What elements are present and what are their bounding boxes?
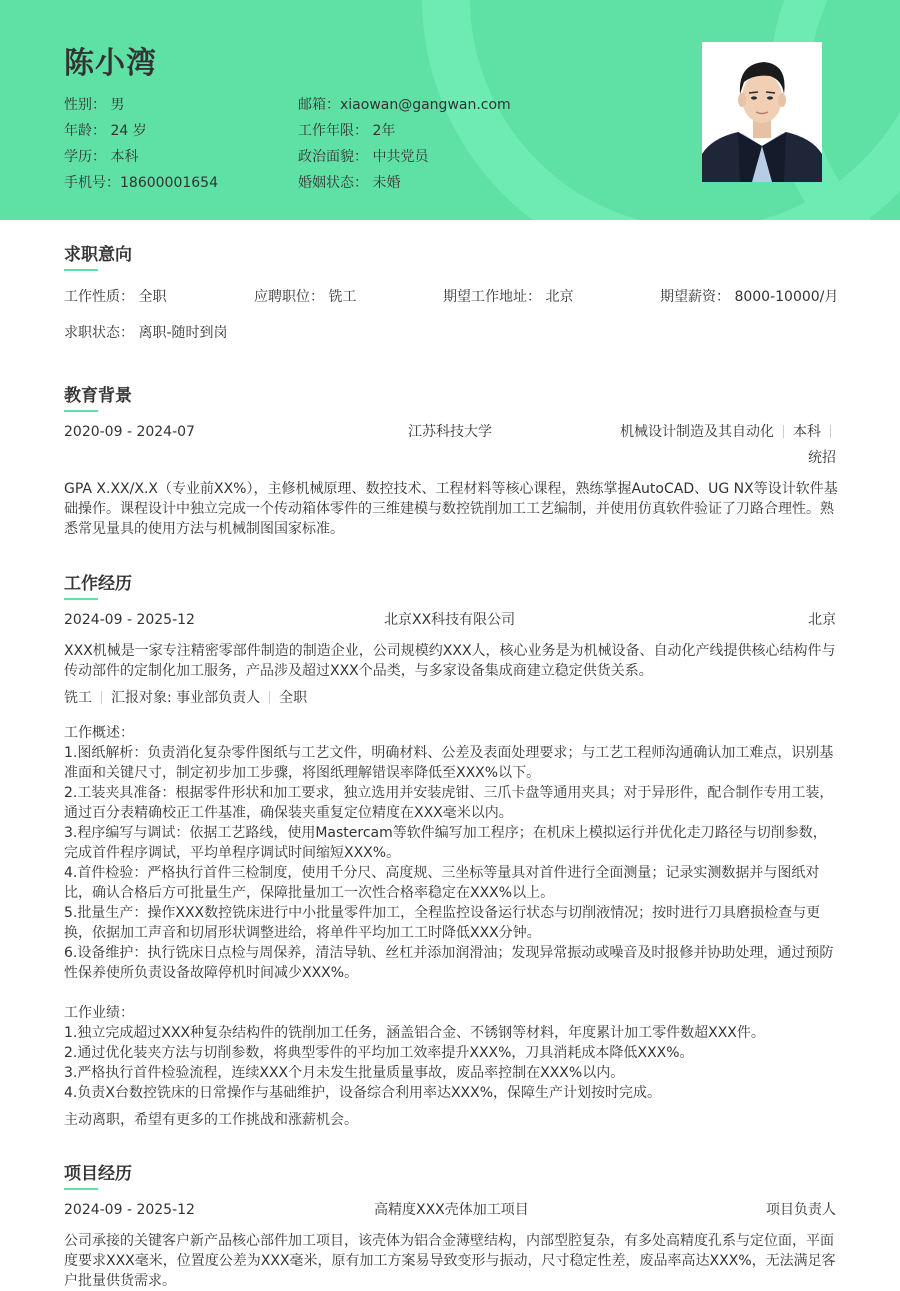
intention-section-title: 求职意向	[64, 245, 132, 265]
education-period: 2020-09 - 2024-07	[64, 424, 195, 440]
company-name: 北京XX科技有限公司	[384, 612, 516, 628]
separator	[830, 425, 831, 438]
duty-item: 2.工装夹具准备：根据零件形状和加工要求，独立选用并安装虎钳、三爪卡盘等通用夹具；对于异形件，配合制作专用工装，通过百分表精确校正工件基准，确保装夹重复定位精度在XXX毫米以内。	[64, 785, 834, 821]
education-description-text: GPA X.XX/X.X（专业前XX%），主修机械原理、数控技术、工程材料等核心课程，熟练掌握AutoCAD、UG NX等设计软件基础操作。课程设计中独立完成一个传动箱体零件的三维建模与数控铣削加工工艺编制，并使用仿真软件验证了刀路合理性。熟悉常见量具的使用方法与机械制图国家标准。	[64, 481, 838, 537]
work-years: 工作年限： 2年	[298, 123, 396, 139]
achievement-item: 3.严格执行首件检验流程，连续XXX个月未发生批量质量事故，废品率控制在XXX%以内。	[64, 1065, 625, 1081]
project-role: 项目负责人	[766, 1202, 836, 1218]
project-section-title: 项目经历	[64, 1164, 132, 1184]
duty-item: 4.首件检验：严格执行首件三检制度，使用千分尺、高度规、三坐标等量具对首件进行全面测量；记录实测数据并与图纸对比，确认合格后方可批量生产，保障批量加工一次性合格率稳定在XXX%以上。	[64, 865, 820, 901]
enrollment-type: 统招	[808, 450, 836, 466]
work-tag: 汇报对象: 事业部负责人	[111, 690, 261, 706]
company-description	[64, 641, 839, 681]
age: 年龄： 24 岁	[64, 123, 147, 139]
school-name: 江苏科技大学	[408, 424, 492, 440]
separator	[783, 425, 784, 438]
job-type: 工作性质： 全职	[64, 289, 167, 305]
profile-photo	[702, 42, 822, 182]
header-banner	[0, 0, 900, 220]
section-underline	[64, 1188, 98, 1190]
phone: 手机号：18600001654	[64, 175, 218, 191]
separator	[101, 691, 102, 704]
work-achievements	[64, 1003, 839, 1103]
work-section-title: 工作经历	[64, 574, 132, 594]
work-tag: 铣工	[64, 690, 92, 706]
project-period: 2024-09 - 2025-12	[64, 1202, 195, 1218]
separator	[269, 691, 270, 704]
work-tags	[64, 689, 307, 707]
duties-title: 工作概述：	[64, 725, 134, 741]
achievements-title: 工作业绩：	[64, 1005, 134, 1021]
education-description	[64, 479, 839, 539]
work-city: 北京	[808, 612, 836, 628]
duty-item: 6.设备维护：执行铣床日点检与周保养，清洁导轨、丝杠并添加润滑油；发现异常振动或噪音及时报修并协助处理，通过预防性保养使所负责设备故障停机时间减少XXX%。	[64, 945, 834, 981]
education-details	[620, 423, 840, 441]
candidate-name: 陈小湾	[64, 46, 157, 81]
section-underline	[64, 269, 98, 271]
project-description	[64, 1231, 839, 1291]
section-underline	[64, 410, 98, 412]
work-period: 2024-09 - 2025-12	[64, 612, 195, 628]
duty-item: 3.程序编写与调试：依据工艺路线，使用Mastercam等软件编写加工程序；在机床上模拟运行并优化走刀路径与切削参数，完成首件程序调试，平均单程序调试时间缩短XXX%。	[64, 825, 827, 861]
achievement-item: 1.独立完成超过XXX种复杂结构件的铣削加工任务，涵盖铝合金、不锈钢等材料，年度累计加工零件数超XXX件。	[64, 1025, 765, 1041]
project-name: 高精度XXX壳体加工项目	[374, 1202, 529, 1218]
avatar-portrait	[702, 42, 822, 182]
applied-position: 应聘职位： 铣工	[254, 289, 357, 305]
gender: 性别： 男	[64, 97, 125, 113]
duty-item: 5.批量生产：操作XXX数控铣床进行中小批量零件加工，全程监控设备运行状态与切削液情况；按时进行刀具磨损检查与更换，依据加工声音和切屑形状调整进给，将单件平均加工工时降低XXX分钟。	[64, 905, 821, 941]
section-underline	[64, 598, 98, 600]
work-tag: 全职	[279, 690, 308, 706]
marital-status: 婚姻状态： 未婚	[298, 175, 401, 191]
education-section-title: 教育背景	[64, 386, 132, 406]
project-description-text: 公司承接的关键客户新产品核心部件加工项目，该壳体为铝合金薄壁结构，内部型腔复杂，有多处高精度孔系与定位面，平面度要求XXX毫米，位置度公差为XXX毫米，原有加工方案易导致变形与振动，尺寸稳定性差，废品率高达XXX%，无法满足客户批量供货需求。	[64, 1233, 836, 1289]
political-status: 政治面貌： 中共党员	[298, 149, 429, 165]
expected-location: 期望工作地址： 北京	[443, 289, 574, 305]
education-level: 学历： 本科	[64, 149, 139, 165]
email: 邮箱：xiaowan@gangwan.com	[298, 97, 511, 113]
duty-item: 1.图纸解析：负责消化复杂零件图纸与工艺文件，明确材料、公差及表面处理要求；与工艺工程师沟通确认加工难点，识别基准面和关键尺寸，制定初步加工步骤，将图纸理解错误率降低至XXX%以下。	[64, 745, 834, 781]
achievement-item: 2.通过优化装夹方法与切削参数，将典型零件的平均加工效率提升XXX%，刀具消耗成本降低XXX%。	[64, 1045, 694, 1061]
achievement-item: 4.负责X台数控铣床的日常操作与基础维护，设备综合利用率达XXX%，保障生产计划按时完成。	[64, 1085, 662, 1101]
major: 机械设计制造及其自动化	[620, 424, 774, 440]
work-duties	[64, 723, 839, 983]
job-status: 求职状态： 离职-随时到岗	[64, 325, 228, 341]
degree: 本科	[793, 424, 821, 440]
expected-salary: 期望薪资： 8000-10000/月	[660, 289, 839, 305]
leave-reason: 主动离职，希望有更多的工作挑战和涨薪机会。	[64, 1112, 358, 1128]
company-description-text: XXX机械是一家专注精密零部件制造的制造企业，公司规模约XXX人，核心业务是为机械设备、自动化产线提供核心结构件与传动部件的定制化加工服务，产品涉及超过XXX个品类，与多家设备集成商建立稳定供货关系。	[64, 643, 836, 679]
